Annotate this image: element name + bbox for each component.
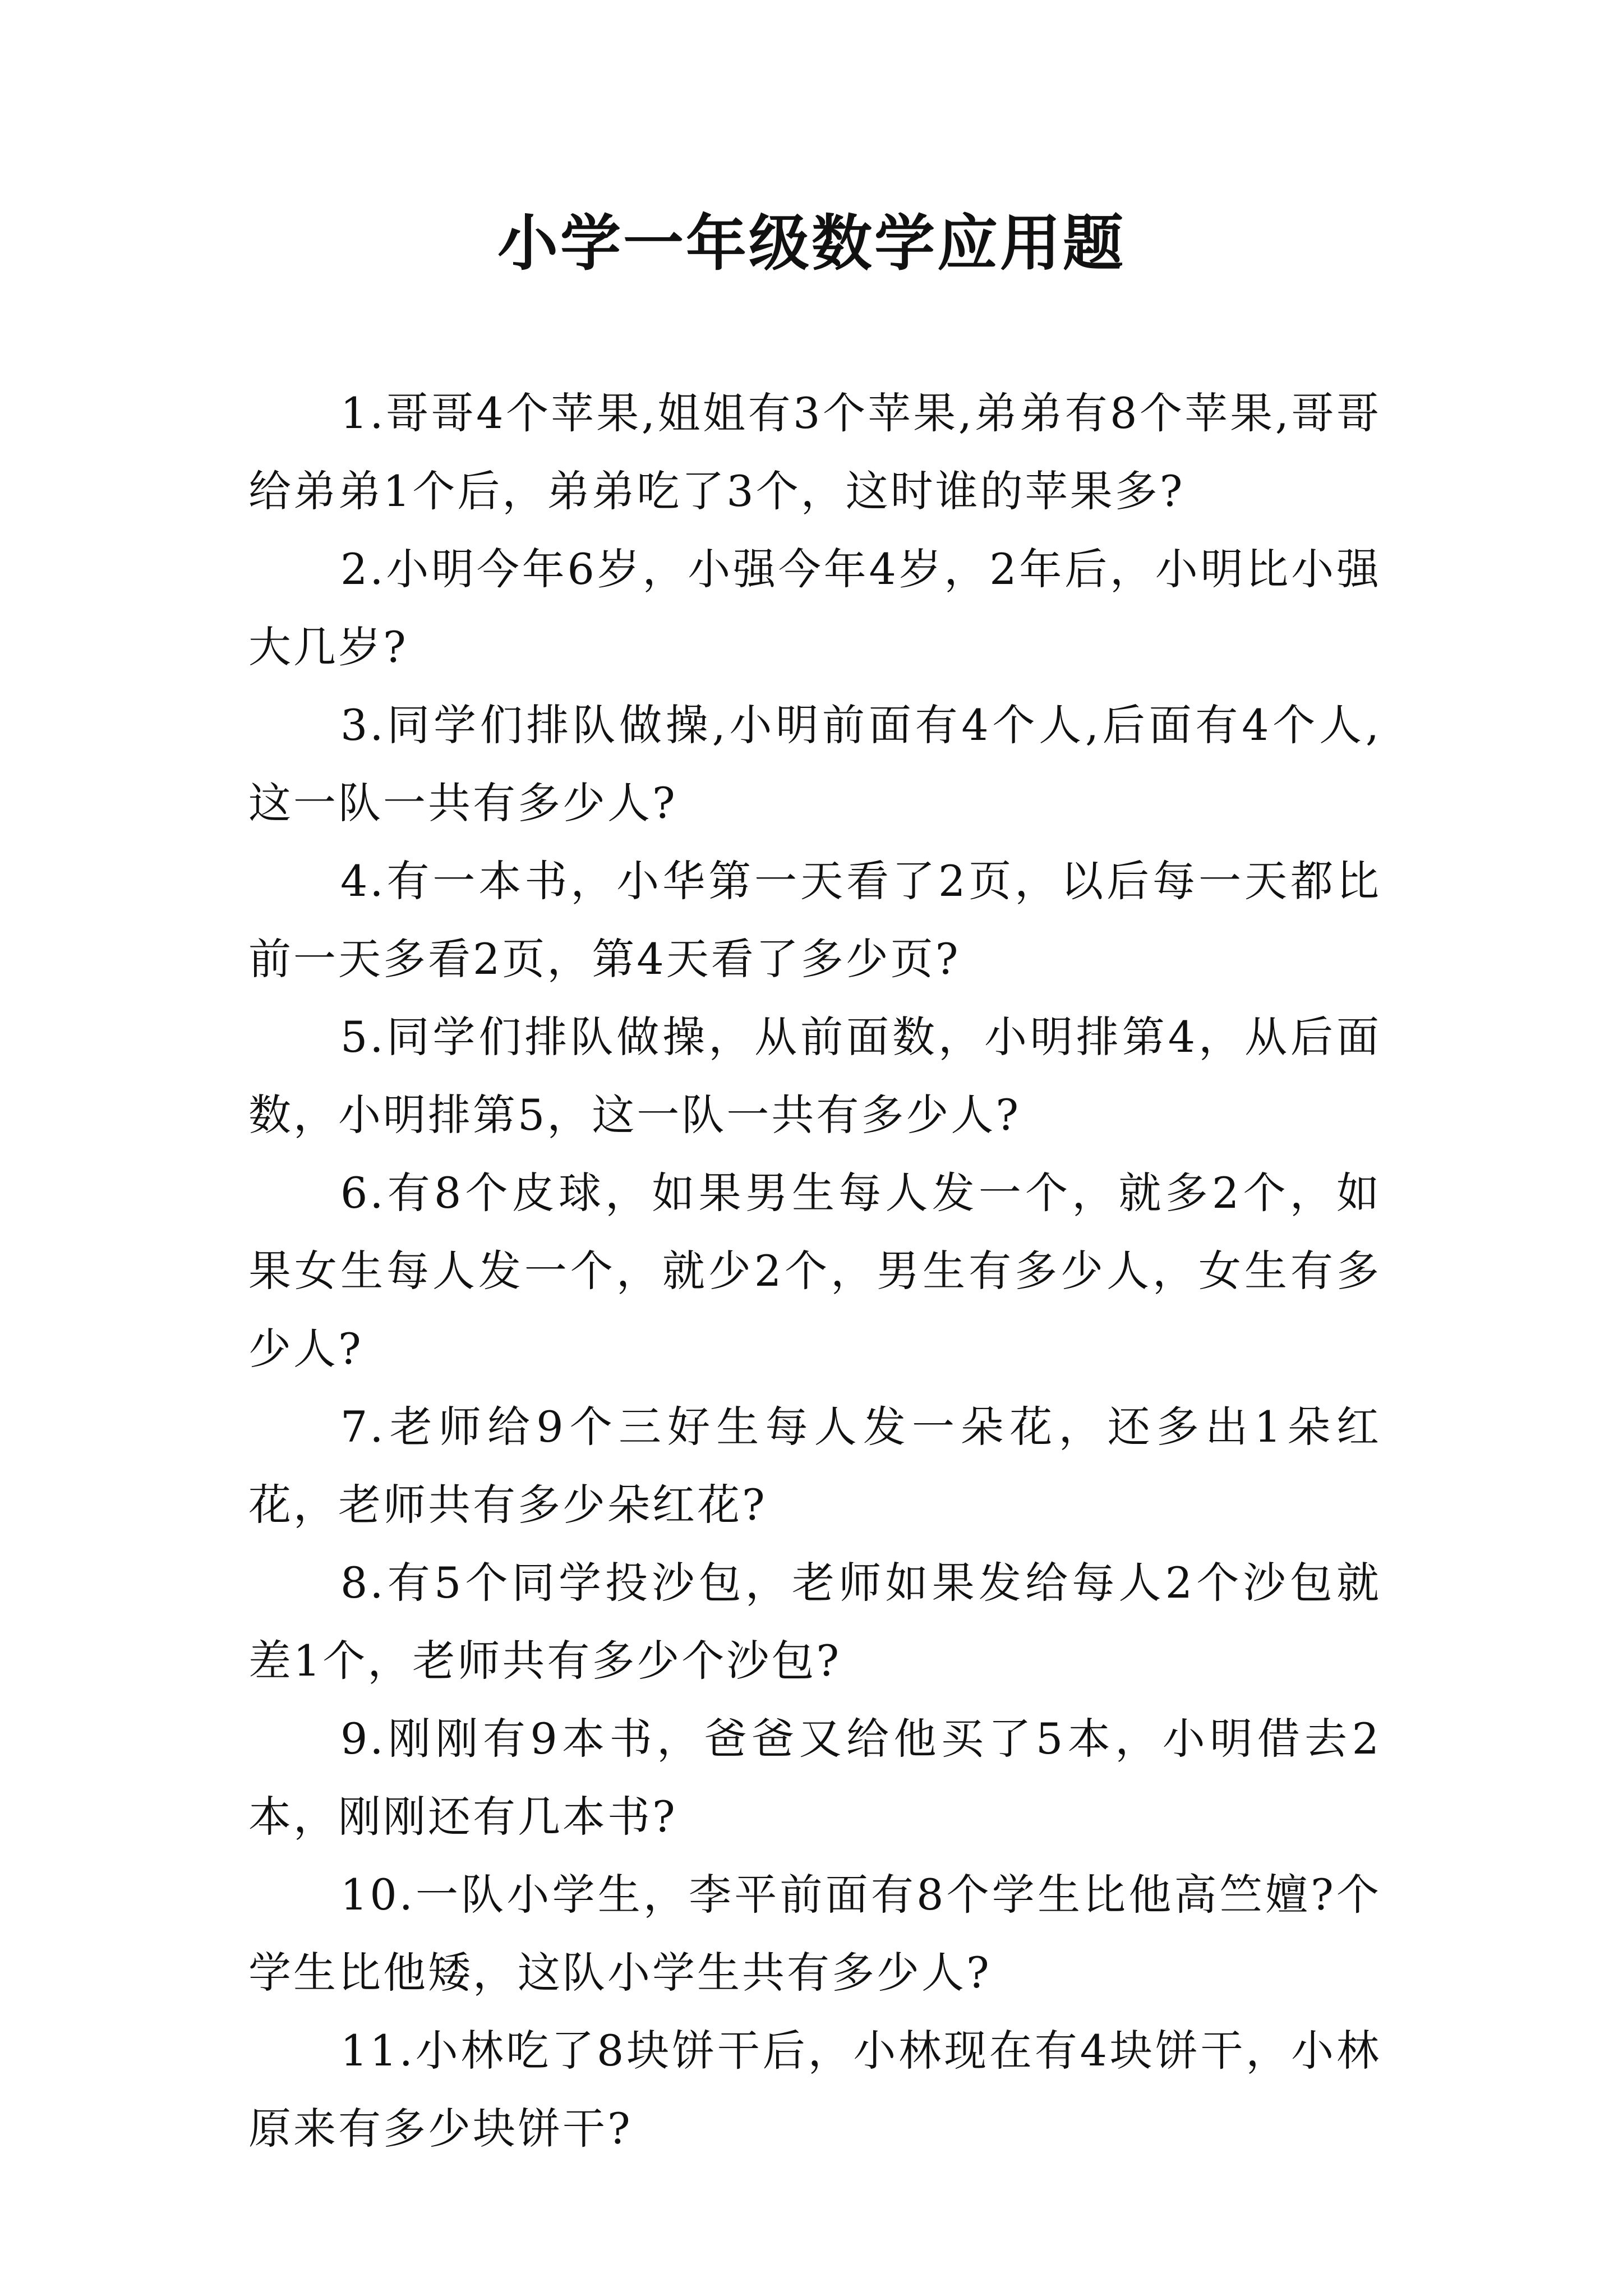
page-title: 小学一年级数学应用题 <box>497 209 1126 279</box>
problem-item: 11.小林吃了8块饼干后，小林现在有4块饼干，小林原来有多少块饼干? <box>248 2026 1381 2154</box>
problem-item: 3.同学们排队做操,小明前面有4个人,后面有4个人,这一队一共有多少人? <box>248 700 1381 828</box>
problem-item: 9.刚刚有9本书，爸爸又给他买了5本，小明借去2本，刚刚还有几本书? <box>248 1714 1381 1842</box>
problem-item: 7.老师给9个三好生每人发一朵花，还多出1朵红花，老师共有多少朵红花? <box>248 1402 1381 1530</box>
problem-item: 4.有一本书，小华第一天看了2页，以后每一天都比前一天多看2页，第4天看了多少页? <box>248 856 1381 984</box>
problem-item: 10.一队小学生，李平前面有8个学生比他高竺嬗?个学生比他矮，这队小学生共有多少人? <box>248 1870 1381 1998</box>
problem-item: 2.小明今年6岁，小强今年4岁，2年后，小明比小强大几岁? <box>248 544 1381 672</box>
problem-item: 8.有5个同学投沙包，老师如果发给每人2个沙包就差1个，老师共有多少个沙包? <box>248 1558 1381 1686</box>
problem-item: 6.有8个皮球，如果男生每人发一个，就多2个，如果女生每人发一个，就少2个，男生有多少人，女生有多少人? <box>248 1168 1381 1374</box>
problem-item: 1.哥哥4个苹果,姐姐有3个苹果,弟弟有8个苹果,哥哥给弟弟1个后，弟弟吃了3个，这时谁的苹果多? <box>248 388 1381 516</box>
problem-item: 5.同学们排队做操，从前面数，小明排第4，从后面数，小明排第5，这一队一共有多少人? <box>248 1012 1381 1140</box>
problem-list <box>248 374 1381 2168</box>
